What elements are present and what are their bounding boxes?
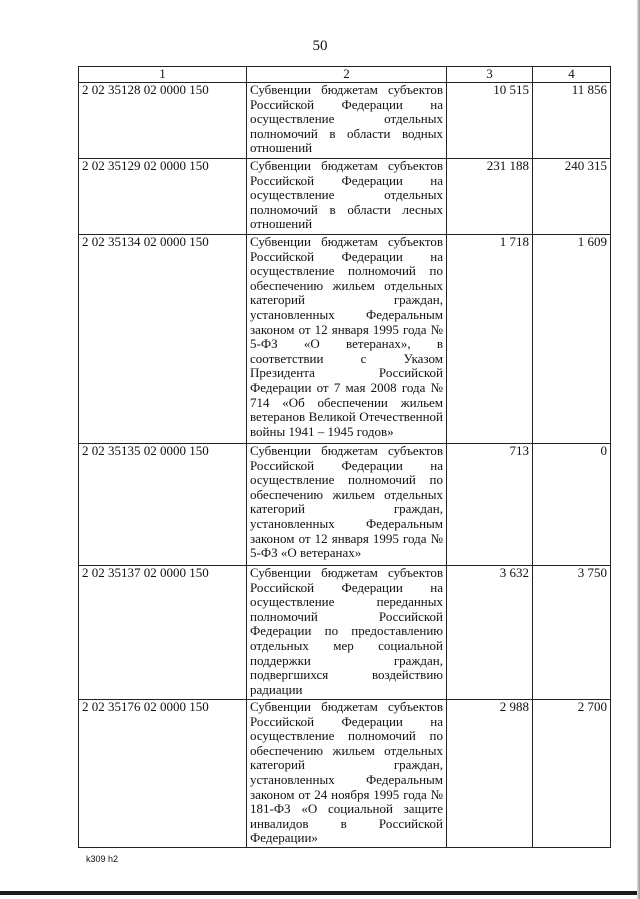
value-col4: 240 315	[533, 159, 611, 235]
column-header-4: 4	[533, 67, 611, 83]
row-description: Субвенции бюджетам субъектов Российской Федерации на осуществление переданных полномочий Российской Федерации по предоставлению отдельных мер социальной поддержки граждан, подвергшихся воздействию радиации	[247, 566, 447, 700]
table-row	[79, 566, 611, 700]
budget-table	[78, 66, 611, 848]
budget-code: 2 02 35137 02 0000 150	[79, 566, 247, 700]
budget-code: 2 02 35135 02 0000 150	[79, 444, 247, 566]
table-row	[79, 83, 611, 159]
column-header-1: 1	[79, 67, 247, 83]
footer-code: k309 h2	[86, 854, 119, 864]
table-row	[79, 159, 611, 235]
value-col3: 2 988	[447, 700, 533, 848]
budget-code: 2 02 35134 02 0000 150	[79, 235, 247, 444]
column-header-2: 2	[247, 67, 447, 83]
table-header-row	[79, 67, 611, 83]
row-description: Субвенции бюджетам субъектов Российской Федерации на осуществление отдельных полномочий в области водных отношений	[247, 83, 447, 159]
value-col3: 10 515	[447, 83, 533, 159]
table-row	[79, 235, 611, 444]
row-description: Субвенции бюджетам субъектов Российской Федерации на осуществление полномочий по обеспечению жильем отдельных категорий граждан, установленных Федеральным законом от 24 ноября 1995 года № 181-ФЗ «О социальной защите инвалидов в Российской Федерации»	[247, 700, 447, 848]
value-col4: 3 750	[533, 566, 611, 700]
table-row	[79, 444, 611, 566]
value-col3: 3 632	[447, 566, 533, 700]
budget-code: 2 02 35128 02 0000 150	[79, 83, 247, 159]
value-col3: 231 188	[447, 159, 533, 235]
value-col4: 1 609	[533, 235, 611, 444]
row-description: Субвенции бюджетам субъектов Российской Федерации на осуществление полномочий по обеспечению жильем отдельных категорий граждан, установленных Федеральным законом от 12 января 1995 года № 5-ФЗ «О ветеранах», в соответствии с Указом Президента Российской Федерации от 7 мая 2008 года № 714 «Об обеспечении жильем ветеранов Великой Отечественной войны 1941 – 1945 годов»	[247, 235, 447, 444]
value-col4: 2 700	[533, 700, 611, 848]
page-number: 50	[312, 38, 328, 54]
row-description: Субвенции бюджетам субъектов Российской Федерации на осуществление отдельных полномочий в области лесных отношений	[247, 159, 447, 235]
value-col3: 713	[447, 444, 533, 566]
budget-code: 2 02 35176 02 0000 150	[79, 700, 247, 848]
value-col4: 11 856	[533, 83, 611, 159]
row-description: Субвенции бюджетам субъектов Российской Федерации на осуществление полномочий по обеспечению жильем отдельных категорий граждан, установленных Федеральным законом от 12 января 1995 года № 5-ФЗ «О ветеранах»	[247, 444, 447, 566]
value-col4: 0	[533, 444, 611, 566]
column-header-3: 3	[447, 67, 533, 83]
table-row	[79, 700, 611, 848]
scan-edge-bar	[0, 891, 640, 895]
value-col3: 1 718	[447, 235, 533, 444]
budget-code: 2 02 35129 02 0000 150	[79, 159, 247, 235]
